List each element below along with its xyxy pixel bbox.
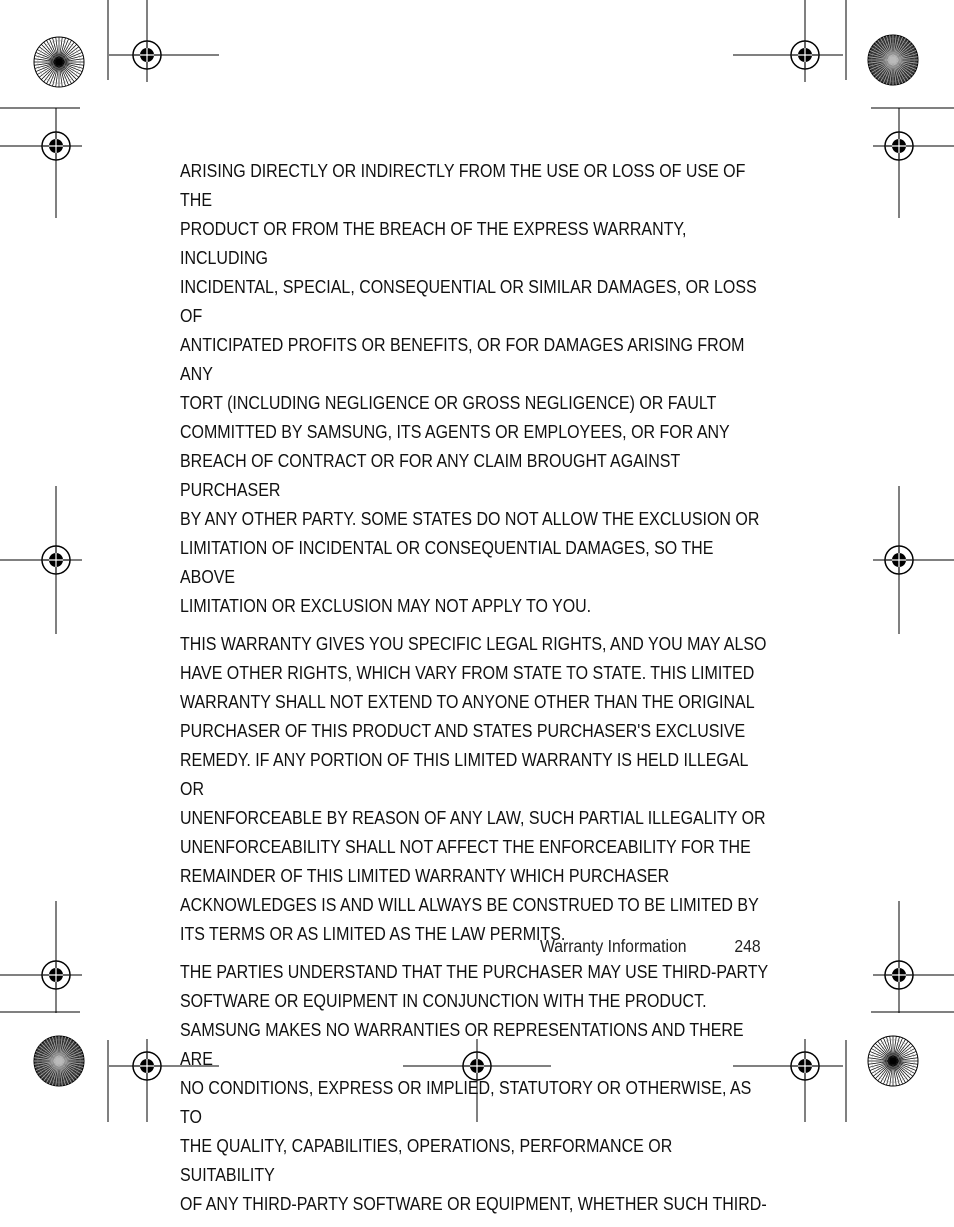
color-wheel-icon [868,1036,918,1086]
paragraph-damages: ARISING DIRECTLY OR INDIRECTLY FROM THE USE OR LOSS OF USE OF THE PRODUCT OR FROM THE BREACH OF THE EXPRESS WARRANTY, INCLUDING INCIDENTAL, SPECIAL, CONSEQUENTIAL OR SIMILAR DAMAGES, OR LOSS OF ANTICIPATED PROFITS OR BENEFITS, OR FOR DAMAGES ARISING FROM ANY TORT (INCLUDING NEGLIGENCE OR GROSS NEGLIGENCE) OR FAULT COMMITTED BY SAMSUNG, ITS AGENTS OR EMPLOYEES, OR FOR ANY BREACH OF CONTRACT OR FOR ANY CLAIM BROUGHT AGAINST PURCHASER BY ANY OTHER PARTY. SOME STATES DO NOT ALLOW THE EXCLUSION OR LIMITATION OF INCIDENTAL OR CONSEQUENTIAL DAMAGES, SO THE ABOVE LIMITATION OR EXCLUSION MAY NOT APPLY TO YOU. [180,160,760,616]
paragraph-third-party: THE PARTIES UNDERSTAND THAT THE PURCHASER MAY USE THIRD-PARTY SOFTWARE OR EQUIPMENT IN CONJUNCTION WITH THE PRODUCT. SAMSUNG MAKES NO WARRANTIES OR REPRESENTATIONS AND THERE ARE NO CONDITIONS, EXPRESS OR IMPLIED, STATUTORY OR OTHERWISE, AS TO THE QUALITY, CAPABILITIES, OPERATIONS, PERFORMANCE OR SUITABILITY OF ANY THIRD-PARTY SOFTWARE OR EQUIPMENT, WHETHER SUCH THIRD- [180,961,769,1214]
registration-mark-icon [0,901,82,1013]
color-wheel-icon [34,1036,84,1086]
color-wheel-icon [34,37,84,87]
registration-mark-icon [733,0,843,82]
paragraph-legal-rights: THIS WARRANTY GIVES YOU SPECIFIC LEGAL RIGHTS, AND YOU MAY ALSO HAVE OTHER RIGHTS, WHICH VARY FROM STATE TO STATE. THIS LIMITED WARRANTY SHALL NOT EXTEND TO ANYONE OTHER THAN THE ORIGINAL PURCHASER OF THIS PRODUCT AND STATES PURCHASER'S EXCLUSIVE REMEDY. IF ANY PORTION OF THIS LIMITED WARRANTY IS HELD ILLEGAL OR UNENFORCEABLE BY REASON OF ANY LAW, SUCH PARTIAL ILLEGALITY OR UNENFORCEABILITY SHALL NOT AFFECT THE ENFORCEABILITY FOR THE REMAINDER OF THIS LIMITED WARRANTY WHICH PURCHASER ACKNOWLEDGES IS AND WILL ALWAYS BE CONSTRUED TO BE LIMITED BY ITS TERMS OR AS LIMITED AS THE LAW PERMITS. [180,633,767,944]
registration-mark-icon [873,486,954,634]
footer-section-title: Warranty Information [540,936,687,956]
registration-mark-icon [0,108,82,218]
registration-mark-icon [109,0,219,82]
registration-mark-icon [873,901,954,1013]
body-text [180,156,770,1227]
page-footer [540,936,761,962]
color-wheel-icon [868,35,918,85]
page-number: 248 [734,936,761,956]
registration-mark-icon [873,108,954,218]
registration-mark-icon [0,486,82,634]
